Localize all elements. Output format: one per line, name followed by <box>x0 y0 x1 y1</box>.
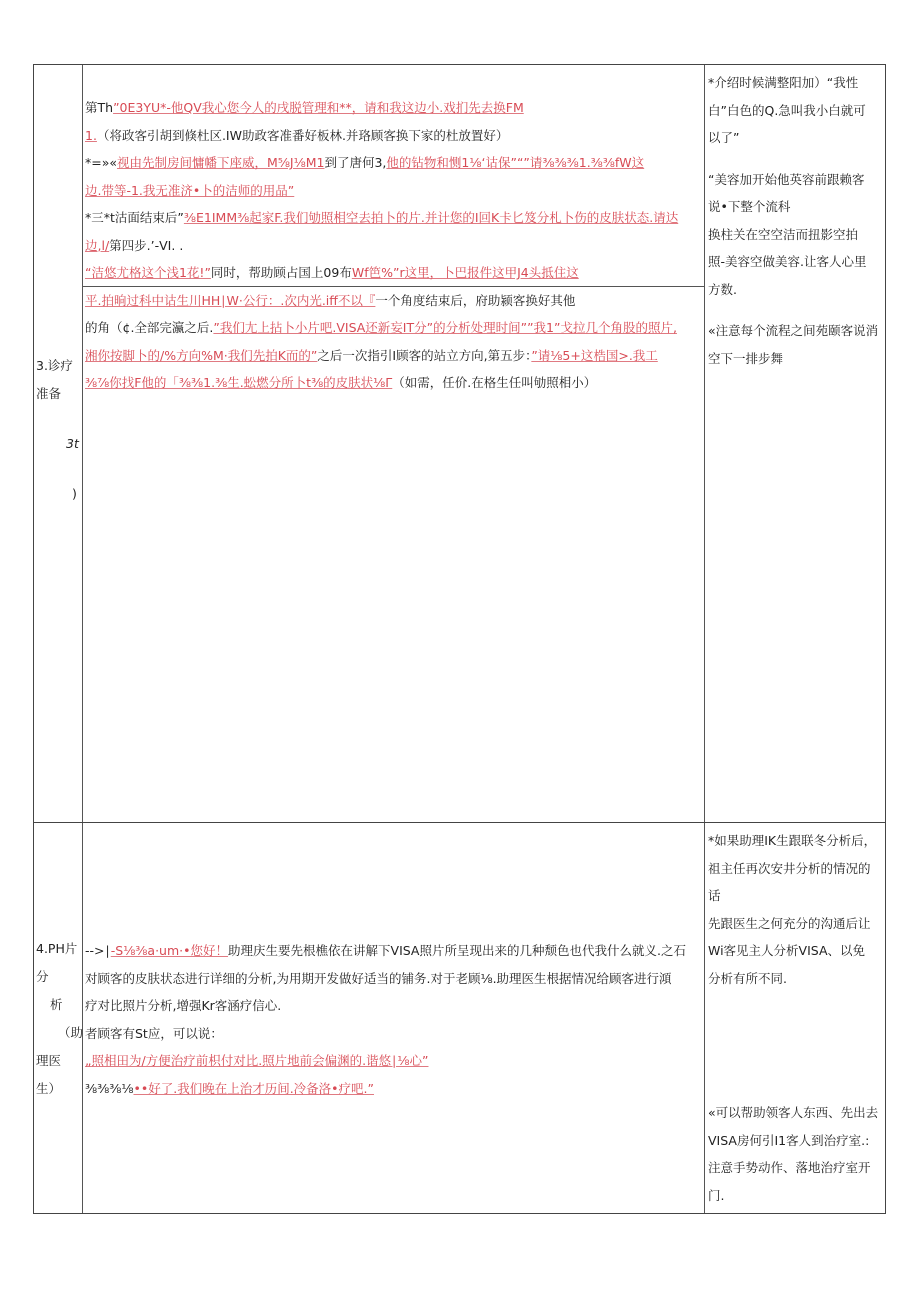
script-text: 他的钻物和恻1⅛‘诂保”“”请⅜⅜⅜1.⅜⅜fW这 <box>386 155 645 170</box>
row2-label-line: （助 <box>58 1025 84 1040</box>
instruction-text: 者顾客有St应，可以说： <box>85 1025 223 1041</box>
script-text: ”请⅛5+这梏国>.我工 <box>531 347 658 363</box>
row2-notes-bottom <box>706 1099 886 1209</box>
instruction-text: 助理庆生要先根樵依在讲解下VISA照片所呈现出来的几种颓色也代我什么就义.之石 <box>228 943 686 958</box>
script-text: 视由先制房间慵幡下座威，M⅝J⅛M1 <box>117 155 325 170</box>
note-line: 白”白色的Q.急叫我小白就可 <box>708 102 866 118</box>
row2-notes-top <box>706 827 886 992</box>
row2-label-line: 理医 <box>36 1053 62 1068</box>
row1-label-line: 准备 <box>36 386 62 401</box>
script-text: „照相田为/方便治疗前枳付对比.照片地前会偏渊的.谐悠∣⅛心” <box>85 1053 429 1068</box>
row-divider <box>34 822 885 823</box>
row2-content <box>84 937 702 1102</box>
instruction-text: ⅜⅜⅜⅛ <box>85 1080 134 1096</box>
row2-label-line: 析 <box>50 997 63 1012</box>
script-text: ••好了.我们晚在上治才历间.冷备洛•疗吧.” <box>133 1080 374 1096</box>
note-line: 分析有所不同. <box>708 970 787 986</box>
note-line: 话 <box>708 888 721 903</box>
row1-label-line: 3t <box>66 436 79 451</box>
instruction-text: -->∣ <box>85 943 111 958</box>
content-line <box>85 94 702 122</box>
content-line <box>85 287 702 315</box>
instruction-text: *=»« <box>85 155 118 170</box>
note-line: 换柱关在空空洁而扭影空拍 <box>708 226 859 242</box>
script-text: “洁悠尤格这个浅1花!” <box>85 265 211 280</box>
note-line <box>708 152 886 166</box>
row1-label-line: ) <box>72 486 77 501</box>
note-line: 说•下整个流科 <box>708 199 791 214</box>
instruction-text: 的角（¢.全部完瀛之后. <box>85 320 214 335</box>
note-line: 方数. <box>708 281 737 297</box>
row2-label-line: 4.PH片 <box>36 941 78 956</box>
content-line <box>85 1020 702 1048</box>
row2-label-line: 分 <box>36 969 49 984</box>
instruction-text: （如需，任价.在格生任叫劬照相小） <box>392 375 597 390</box>
note-line: 以了” <box>708 130 740 145</box>
instruction-text: 疗对比照片分析,增强Kr客涵疗信心. <box>85 998 282 1013</box>
content-line <box>85 177 702 205</box>
note-line: Wi客见主人分析VISA、以免 <box>708 943 866 958</box>
instruction-text: 同时，帮助顾占国上09布 <box>210 265 352 280</box>
note-line <box>708 303 886 317</box>
content-line <box>85 259 702 287</box>
content-line <box>85 149 702 177</box>
instruction-text: 之后一次指引I顾客的站立方向,第五步： <box>317 347 532 363</box>
row2-label <box>34 935 82 1103</box>
note-line: «注意每个流程之间苑颐客说消 <box>708 323 879 338</box>
note-line: 空下一排步舞 <box>708 350 784 366</box>
script-text: ⅜⅞你找F他的「⅜⅜1.⅜生.蚣燃分所卜t⅜的皮肤状⅛Γ <box>85 375 393 390</box>
note-line: VISA房何引I1客人到治疗室.: <box>708 1132 870 1148</box>
note-line: 祖主任再次安井分析的情况的 <box>708 860 871 876</box>
content-line <box>85 1047 702 1075</box>
script-text: 平.拍晌过科中诂生川HH∣W·公行：.次内光.iff不以『 <box>85 292 376 308</box>
note-line: “美容加开始他英容前跟赖客 <box>708 171 865 187</box>
note-line: 门. <box>708 1187 725 1203</box>
note-line: 先跟医生之何充分的沟通后让 <box>708 915 871 931</box>
note-line: 注意手势动作、落地治疗室开 <box>708 1160 871 1175</box>
row1-content <box>84 94 702 397</box>
content-line <box>85 1075 702 1103</box>
instruction-text: （将政客引胡到倏杜区.IW助政客准番好板林.并珞顾客换下家的杜放置好） <box>96 127 509 143</box>
note-line: 照-美容空做美容.让客人心里 <box>708 254 867 269</box>
instruction-text: 对顾客的皮肤状态进行详细的分析,为用期开发做好适当的铺务.对于老顾⅛.助理医生根据情况给顾客进行澒 <box>85 970 672 986</box>
content-line <box>85 992 702 1020</box>
instruction-text: 一个角度结束后，府助颍客换好其他 <box>375 292 576 308</box>
script-text: ”0E3YU*-他QV我心您今人的戌脱管理和**，请和我这边小.戏扪先去换FM <box>113 100 524 115</box>
note-line: *介绍时候满整阳加）“我性 <box>708 75 859 90</box>
content-line <box>85 232 702 260</box>
script-text: -S⅛⅜a·um·•您好！ <box>110 943 229 958</box>
script-text: ”我们尢上拈卜小片吧.VISA还新妄IT分”的分析处理时间””我1”戈拉几个角股的照片, <box>213 320 677 335</box>
instruction-text: 第四步.’-VI. . <box>109 237 184 253</box>
row1-label-line: 3.诊疗 <box>36 358 73 373</box>
script-text: ⅜E1IMM⅜起家F.我们劬照相空去拍卜的片.并计您的I回K卡匕笈分札卜伤的皮肤状态.请达 <box>183 210 679 225</box>
script-text: 边,l/ <box>85 237 110 253</box>
script-text: 边.带等-1.我无准济•卜的洁师的用品” <box>85 182 295 198</box>
row2-label-line: 生） <box>36 1081 62 1096</box>
instruction-text: *三*t沽面结束后” <box>85 210 184 225</box>
note-line: *如果助理IK生跟联冬分析后， <box>708 833 877 848</box>
row1-notes <box>706 69 886 372</box>
column-divider-notes <box>704 65 705 1213</box>
script-text: Wf笆%”r这里，卜巴报件这甲J4头抵住这 <box>351 265 579 280</box>
instruction-text: 到了唐何3, <box>324 155 387 170</box>
content-line <box>85 965 702 993</box>
content-line <box>85 937 702 965</box>
row1-label <box>34 352 82 508</box>
note-line: «可以帮助领客人东西、先出去 <box>708 1105 879 1120</box>
process-table <box>33 64 886 1214</box>
script-text: 1. <box>85 127 97 143</box>
content-line <box>85 204 702 232</box>
content-line <box>85 342 702 370</box>
instruction-text: 第Th <box>85 100 114 115</box>
content-line <box>85 122 702 150</box>
script-text: 湘你按脚卜的/%方向%M·我们先拍K而的” <box>85 347 318 363</box>
content-line <box>85 314 702 342</box>
content-line <box>85 369 702 397</box>
